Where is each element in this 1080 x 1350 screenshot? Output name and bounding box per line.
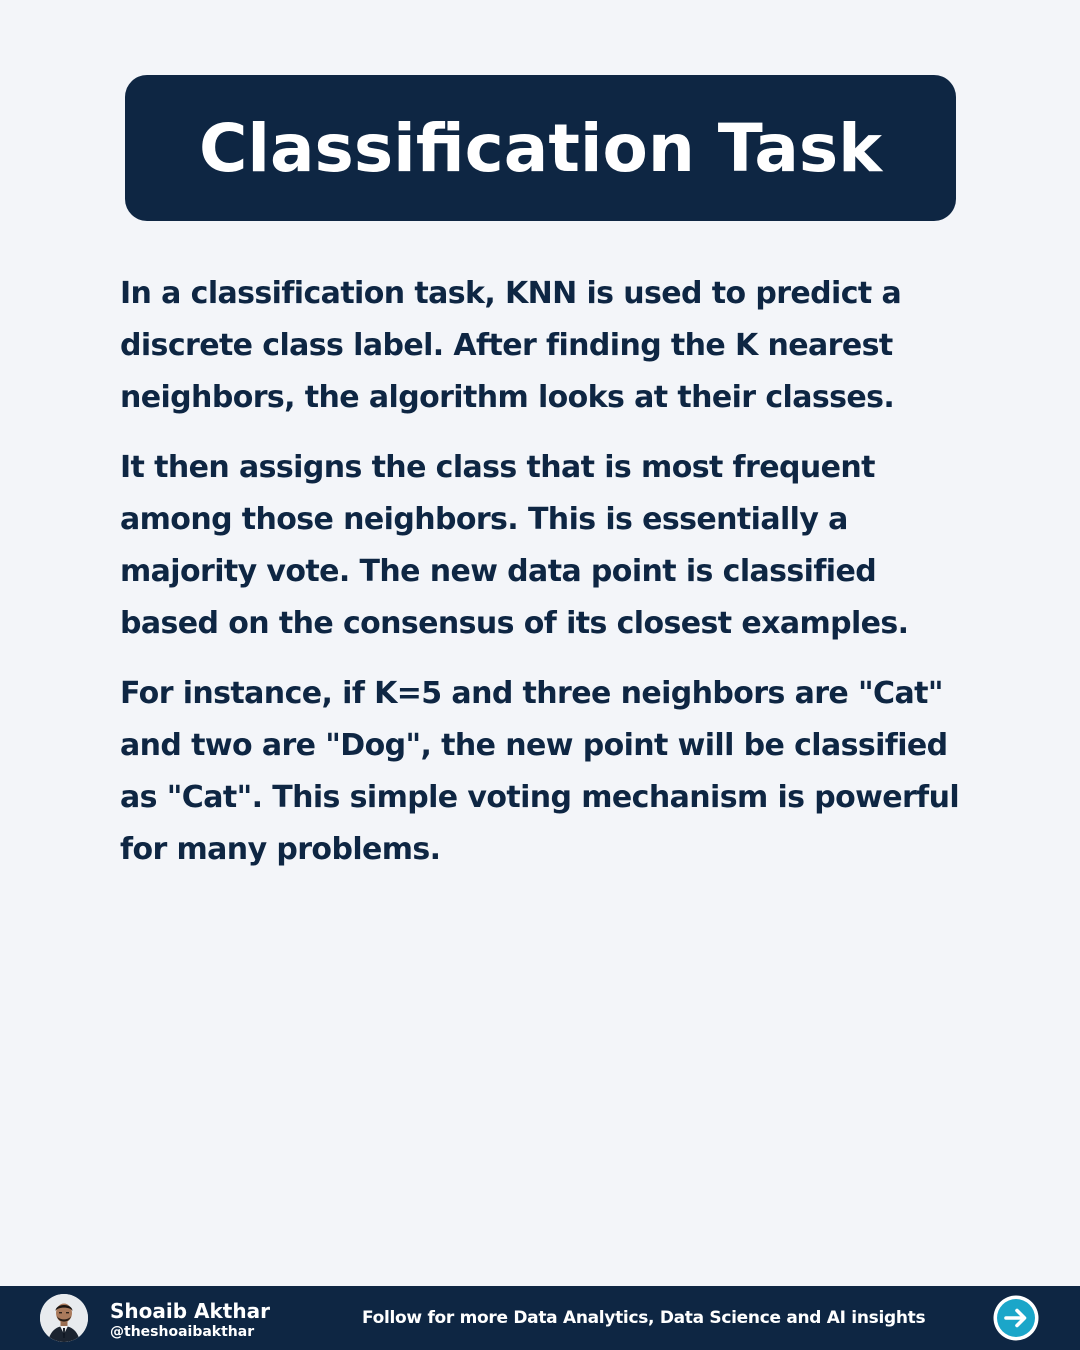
body-text [120,268,970,894]
author-handle[interactable]: @theshoaibakthar [110,1324,255,1340]
footer-bar [0,1286,1080,1350]
avatar [40,1294,88,1342]
title-banner [125,75,956,221]
next-slide-button[interactable] [992,1294,1040,1342]
arrow-right-circle-icon [992,1294,1040,1342]
follow-cta-text: Follow for more Data Analytics, Data Science and AI insights [362,1308,926,1328]
paragraph-3: For instance, if K=5 and three neighbors are "Cat" and two are "Dog", the new point will be classified as "Cat". This simple voting mechanism is powerful for many problems. [120,676,960,867]
page-title: Classification Task [198,109,883,187]
paragraph-2: It then assigns the class that is most frequent among those neighbors. This is essentially a majority vote. The new data point is classified based on the consensus of its closest examples. [120,450,909,641]
author-name: Shoaib Akthar [110,1299,270,1323]
avatar-portrait-icon [40,1294,88,1342]
paragraph-1: In a classification task, KNN is used to predict a discrete class label. After finding the K nearest neighbors, the algorithm looks at their classes. [120,276,902,415]
